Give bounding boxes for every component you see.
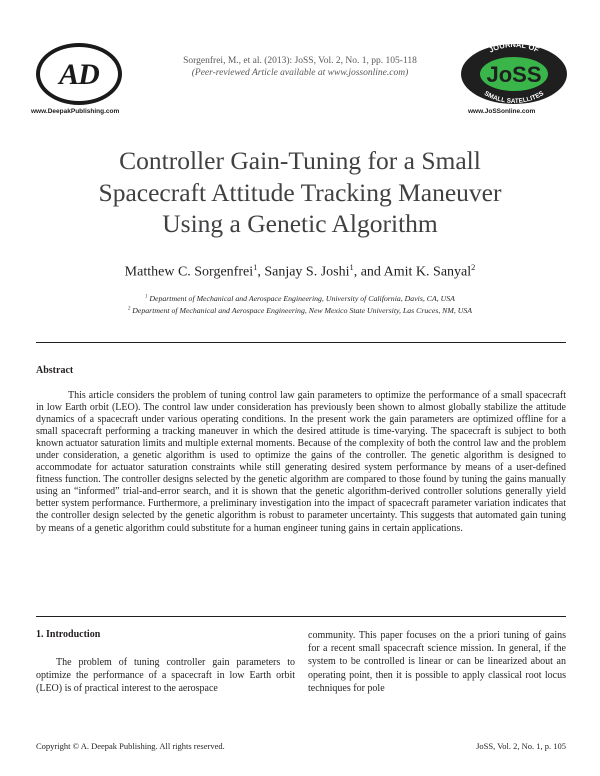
divider — [36, 616, 566, 617]
affiliation — [20, 294, 580, 303]
affiliation-mark: 2 — [127, 306, 131, 312]
joss-wordmark: JoSS — [486, 62, 542, 87]
intro-left-column: The problem of tuning controller gain parameters to optimize the performance of a spacecraft in low Earth orbit (LEO) is of practical interest to the aerospace — [36, 657, 295, 695]
title-line: Controller Gain-Tuning for a Small — [119, 146, 481, 175]
copyright-notice: Copyright © A. Deepak Publishing. All rights reserved. — [36, 741, 225, 751]
availability-note: (Peer-reviewed Article available at www.jossonline.com) — [191, 68, 409, 78]
publisher-url[interactable]: www.DeepakPublishing.com — [31, 108, 120, 115]
abstract-body: This article considers the problem of tuning control law gain parameters to optimize the performance of a small spacecraft in low Earth orbit (LEO). The control law under consideration has previously been shown to almost globally stabilize the attitude dynamics of a spacecraft under various operating conditions. In the present work the gain parameters are optimized offline for a small spacecraft performing a tracking maneuver in which the desired attitude is time-varying. The spacecraft is subject to both known actuator saturation limits and multiple external moments. Because of the complexity of both the control law and the problem under consideration, a genetic algorithm is used to optimize the gains of the controller. The genetic algorithm is designed to accommodate for actuator saturation constraints while still generating desired system performance by means of a user-defined fitness function. The controller designs selected by the genetic algorithm are compared to those found by tuning the gains manually using an “informed” trial-and-error search, and it is shown that the genetic algorithm-derived controller solutions generally yield better system performance. Furthermore, a preliminary investigation into the impact of spacecraft parameter variation indicates that the controller design selected by the genetic algorithm is robust to parameter uncertainty. This suggests that automated gain tuning by means of a genetic algorithm could substitute for a human engineer tuning gains in certain applications. — [36, 390, 566, 534]
citation-line: Sorgenfrei, M., et al. (2013): JoSS, Vol. 2, No. 1, pp. 105-118 — [183, 56, 417, 66]
joss-arc-bottom: SMALL SATELLITES — [482, 90, 546, 106]
affiliation — [20, 306, 580, 315]
section-heading: 1. Introduction — [36, 629, 101, 640]
intro-right-column: community. This paper focuses on the a priori tuning of gains for a recent small spacecraft science mission. In general, if the system to be controlled is linear or can be linearized about an operating point, then it is possible to apply classical root locus techniques for pole — [308, 630, 566, 694]
journal-url[interactable]: www.JoSSonline.com — [468, 108, 536, 115]
affiliation-mark: 1 — [145, 294, 148, 300]
author-affiliation-mark: 1 — [349, 263, 354, 272]
author-name: Amit K. Sanyal — [383, 264, 472, 280]
logo-monogram: AD — [59, 58, 99, 91]
deepak-publishing-logo — [36, 43, 122, 105]
author-name: Sanjay S. Joshi — [264, 264, 350, 280]
author-list — [40, 263, 560, 281]
author-affiliation-mark: 2 — [471, 263, 476, 272]
abstract-heading: Abstract — [36, 365, 74, 376]
author-separator: , — [257, 264, 265, 280]
citation-block — [150, 55, 450, 79]
author-name: Matthew C. Sorgenfrei — [124, 264, 254, 280]
author-separator: , and — [353, 264, 384, 280]
title-line: Using a Genetic Algorithm — [162, 209, 438, 238]
page-reference: JoSS, Vol. 2, No. 1, p. 105 — [476, 741, 566, 751]
divider — [36, 342, 566, 343]
paper-title — [40, 145, 560, 240]
affiliation-text: Department of Mechanical and Aerospace Engineering, New Mexico State University, Las Cruces, NM, USA — [132, 306, 473, 315]
author-affiliation-mark: 1 — [253, 263, 258, 272]
joss-arc-top: JOURNAL OF — [487, 40, 541, 55]
affiliation-text: Department of Mechanical and Aerospace Engineering, University of California, Davis, CA, USA — [149, 294, 455, 303]
title-line: Spacecraft Attitude Tracking Maneuver — [98, 177, 502, 207]
joss-logo — [458, 40, 570, 106]
